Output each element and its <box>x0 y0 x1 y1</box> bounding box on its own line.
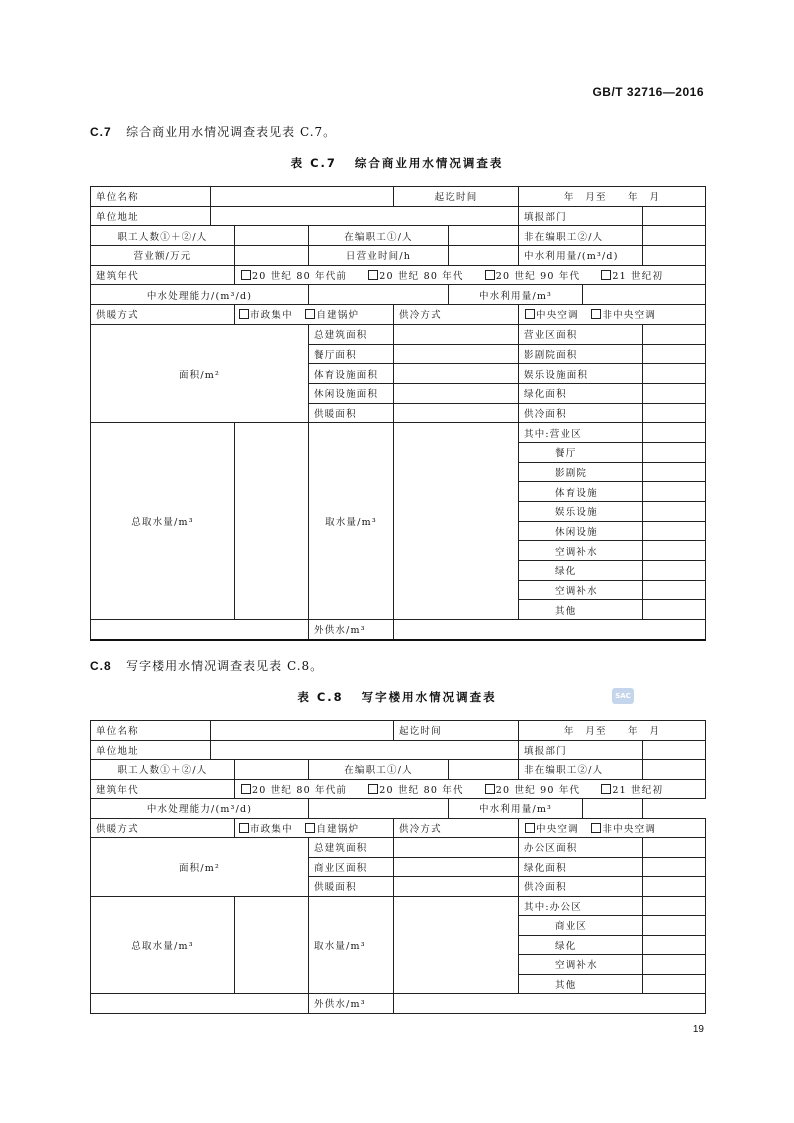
breakdown-label: 休闲设施 <box>519 521 643 541</box>
breakdown-value[interactable] <box>643 462 706 482</box>
label-unit-address: 单位地址 <box>91 740 211 760</box>
label-revenue: 营业额/万元 <box>91 246 235 266</box>
breakdown-label: 其他 <box>519 600 643 620</box>
field-unit-address[interactable] <box>211 740 519 760</box>
area-right-label: 影剧院面积 <box>519 344 643 364</box>
breakdown-label: 其中:营业区 <box>519 423 643 443</box>
option-label: 20 世纪 90 年代 <box>495 784 581 796</box>
label-staff-off: 非在编职工②/人 <box>519 226 643 246</box>
area-right-value[interactable] <box>643 403 706 423</box>
cooling-options <box>519 818 706 838</box>
field-daily-hours[interactable] <box>449 246 519 266</box>
page-number: 19 <box>692 1024 704 1035</box>
caption-number: 表 C.8 <box>297 690 344 704</box>
heating-options <box>235 818 394 838</box>
breakdown-value[interactable] <box>643 541 706 561</box>
checkbox[interactable] <box>239 823 249 833</box>
area-left-value[interactable] <box>394 838 519 858</box>
label-heating: 供暖方式 <box>91 818 235 838</box>
field-treat-cap[interactable] <box>309 285 449 305</box>
breakdown-value[interactable] <box>643 974 706 994</box>
breakdown-value[interactable] <box>643 442 706 462</box>
breakdown-value[interactable] <box>643 502 706 522</box>
checkbox[interactable] <box>239 309 249 319</box>
breakdown-value[interactable] <box>643 600 706 620</box>
breakdown-label: 餐厅 <box>519 442 643 462</box>
checkbox[interactable] <box>601 784 611 794</box>
breakdown-value[interactable] <box>643 896 706 916</box>
field-reclaimed-use[interactable] <box>583 799 643 819</box>
label-total-intake: 总取水量/m³ <box>91 896 235 994</box>
section-number: C.7 <box>90 125 112 139</box>
checkbox[interactable] <box>591 823 601 833</box>
field-reclaimed-use[interactable] <box>583 285 706 305</box>
checkbox[interactable] <box>525 823 535 833</box>
field-intake[interactable] <box>394 896 519 994</box>
area-left-label: 休闲设施面积 <box>309 383 394 403</box>
field-period[interactable]: 年 月至 年 月 <box>519 721 706 741</box>
field-revenue[interactable] <box>235 246 309 266</box>
field-staff-off[interactable] <box>643 760 706 780</box>
breakdown-value[interactable] <box>643 916 706 936</box>
label-staff-total: 职工人数①＋②/人 <box>91 226 235 246</box>
label-area: 面积/m² <box>91 838 309 897</box>
checkbox[interactable] <box>485 270 495 280</box>
option-label: 中央空调 <box>536 823 579 835</box>
section-text: 综合商业用水情况调查表见表 C.7。 <box>126 125 337 139</box>
field-staff-total[interactable] <box>235 760 309 780</box>
label-report-dept: 填报部门 <box>519 740 643 760</box>
field-total-intake[interactable] <box>235 896 309 994</box>
section-c7-heading <box>90 123 336 140</box>
label-external: 外供水/m³ <box>309 620 394 640</box>
area-right-value[interactable] <box>643 857 706 877</box>
area-left-value[interactable] <box>394 324 519 344</box>
area-left-label: 餐厅面积 <box>309 344 394 364</box>
label-reclaimed-use: 中水利用量/m³ <box>449 285 583 305</box>
area-left-value[interactable] <box>394 857 519 877</box>
caption-number: 表 C.7 <box>290 156 337 170</box>
label-area: 面积/m² <box>91 324 309 422</box>
checkbox[interactable] <box>241 270 251 280</box>
area-left-label: 供暖面积 <box>309 403 394 423</box>
area-left-label: 供暖面积 <box>309 877 394 897</box>
field-unit-name[interactable] <box>211 721 394 741</box>
field-report-dept[interactable] <box>643 206 706 226</box>
area-left-value[interactable] <box>394 877 519 897</box>
checkbox[interactable] <box>241 784 251 794</box>
area-left-value[interactable] <box>394 364 519 384</box>
area-right-label: 营业区面积 <box>519 324 643 344</box>
area-right-label: 供冷面积 <box>519 403 643 423</box>
checkbox[interactable] <box>305 309 315 319</box>
field-unit-address[interactable] <box>211 206 519 226</box>
area-right-value[interactable] <box>643 383 706 403</box>
option-label: 20 世纪 80 年代 <box>379 784 464 796</box>
option-label: 自建锅炉 <box>316 310 360 322</box>
build-year-options <box>235 265 706 285</box>
heating-options <box>235 305 394 325</box>
breakdown-value[interactable] <box>643 955 706 975</box>
blank-cell <box>91 994 309 1014</box>
label-unit-address: 单位地址 <box>91 206 211 226</box>
label-reclaimed-usage: 中水利用量/(m³/d) <box>519 246 643 266</box>
label-unit-name: 单位名称 <box>91 187 211 207</box>
checkbox[interactable] <box>305 823 315 833</box>
breakdown-label: 空调补水 <box>519 955 643 975</box>
checkbox[interactable] <box>368 784 378 794</box>
area-right-label: 绿化面积 <box>519 857 643 877</box>
section-number: C.8 <box>90 659 112 673</box>
field-staff-on[interactable] <box>449 760 519 780</box>
option-label: 21 世纪初 <box>612 784 664 796</box>
table-c8-caption <box>0 689 794 705</box>
label-daily-hours: 日营业时间/h <box>309 246 449 266</box>
label-staff-on: 在编职工①/人 <box>309 760 449 780</box>
field-intake[interactable] <box>394 423 519 620</box>
label-report-dept: 填报部门 <box>519 206 643 226</box>
breakdown-label: 商业区 <box>519 916 643 936</box>
table-c7-caption <box>0 155 794 171</box>
field-total-intake[interactable] <box>235 423 309 620</box>
area-right-value[interactable] <box>643 324 706 344</box>
option-label: 21 世纪初 <box>612 271 664 283</box>
field-staff-off[interactable] <box>643 226 706 246</box>
option-label: 中央空调 <box>536 310 579 322</box>
area-right-label: 绿化面积 <box>519 383 643 403</box>
breakdown-label: 绿化 <box>519 561 643 581</box>
label-build-year: 建筑年代 <box>91 779 235 799</box>
label-treat-cap: 中水处理能力/(m³/d) <box>91 285 309 305</box>
option-label: 20 世纪 80 年代前 <box>252 271 348 283</box>
breakdown-label: 影剧院 <box>519 462 643 482</box>
section-text: 写字楼用水情况调查表见表 C.8。 <box>126 659 324 673</box>
label-intake: 取水量/m³ <box>309 896 394 994</box>
area-right-label: 供冷面积 <box>519 877 643 897</box>
area-left-value[interactable] <box>394 403 519 423</box>
label-reclaimed-use: 中水利用量/m³ <box>449 799 583 819</box>
label-period: 起讫时间 <box>394 721 519 741</box>
field-unit-name[interactable] <box>211 187 394 207</box>
field-staff-on[interactable] <box>449 226 519 246</box>
blank-cell <box>91 620 309 640</box>
area-left-label: 体育设施面积 <box>309 364 394 384</box>
option-label: 非中央空调 <box>602 310 656 322</box>
area-right-value[interactable] <box>643 877 706 897</box>
label-period: 起讫时间 <box>394 187 519 207</box>
label-external: 外供水/m³ <box>309 994 394 1014</box>
breakdown-label: 绿化 <box>519 935 643 955</box>
area-left-label: 商业区面积 <box>309 857 394 877</box>
field-treat-cap[interactable] <box>309 799 449 819</box>
breakdown-label: 空调补水 <box>519 541 643 561</box>
breakdown-value[interactable] <box>643 482 706 502</box>
field-period[interactable]: 年 月至 年 月 <box>519 187 706 207</box>
label-staff-total: 职工人数①＋②/人 <box>91 760 235 780</box>
breakdown-value[interactable] <box>643 561 706 581</box>
label-cooling: 供冷方式 <box>394 818 519 838</box>
option-label: 20 世纪 90 年代 <box>495 271 581 283</box>
breakdown-value[interactable] <box>643 935 706 955</box>
label-build-year: 建筑年代 <box>91 265 235 285</box>
option-label: 20 世纪 80 年代前 <box>252 784 348 796</box>
checkbox[interactable] <box>525 309 535 319</box>
area-right-value[interactable] <box>643 364 706 384</box>
field-staff-total[interactable] <box>235 226 309 246</box>
label-intake: 取水量/m³ <box>309 423 394 620</box>
checkbox[interactable] <box>591 309 601 319</box>
area-right-value[interactable] <box>643 838 706 858</box>
cooling-options <box>519 305 706 325</box>
label-treat-cap: 中水处理能力/(m³/d) <box>91 799 309 819</box>
breakdown-value[interactable] <box>643 580 706 600</box>
checkbox[interactable] <box>601 270 611 280</box>
area-right-label: 办公区面积 <box>519 838 643 858</box>
label-total-intake: 总取水量/m³ <box>91 423 235 620</box>
checkbox[interactable] <box>368 270 378 280</box>
option-label: 非中央空调 <box>602 823 656 835</box>
field-reclaimed-usage[interactable] <box>643 246 706 266</box>
caption-title: 综合商业用水情况调查表 <box>354 156 504 170</box>
label-heating: 供暖方式 <box>91 305 235 325</box>
build-year-options <box>235 779 706 799</box>
section-c8-heading <box>90 657 323 674</box>
option-label: 20 世纪 80 年代 <box>379 271 464 283</box>
option-label: 自建锅炉 <box>316 823 360 835</box>
caption-title: 写字楼用水情况调查表 <box>361 690 497 704</box>
breakdown-label: 空调补水 <box>519 580 643 600</box>
label-staff-off: 非在编职工②/人 <box>519 760 643 780</box>
breakdown-label: 娱乐设施 <box>519 502 643 522</box>
breakdown-label: 其中:办公区 <box>519 896 643 916</box>
area-left-label: 总建筑面积 <box>309 838 394 858</box>
field-report-dept[interactable] <box>643 740 706 760</box>
sac-logo-icon: SAC <box>612 688 634 704</box>
breakdown-label: 体育设施 <box>519 482 643 502</box>
table-c7 <box>90 186 706 641</box>
field-external[interactable] <box>394 994 706 1014</box>
option-label: 市政集中 <box>250 310 293 322</box>
area-right-value[interactable] <box>643 344 706 364</box>
label-unit-name: 单位名称 <box>91 721 211 741</box>
area-left-label: 总建筑面积 <box>309 324 394 344</box>
table-c8 <box>90 720 706 1014</box>
breakdown-value[interactable] <box>643 521 706 541</box>
breakdown-value[interactable] <box>643 423 706 443</box>
label-staff-on: 在编职工①/人 <box>309 226 449 246</box>
area-left-value[interactable] <box>394 344 519 364</box>
label-cooling: 供冷方式 <box>394 305 519 325</box>
area-right-label: 娱乐设施面积 <box>519 364 643 384</box>
breakdown-label: 其他 <box>519 974 643 994</box>
checkbox[interactable] <box>485 784 495 794</box>
standard-number: GB/T 32716—2016 <box>592 85 704 99</box>
field-external[interactable] <box>394 620 706 640</box>
blank-cell <box>643 799 706 819</box>
area-left-value[interactable] <box>394 383 519 403</box>
option-label: 市政集中 <box>250 823 293 835</box>
